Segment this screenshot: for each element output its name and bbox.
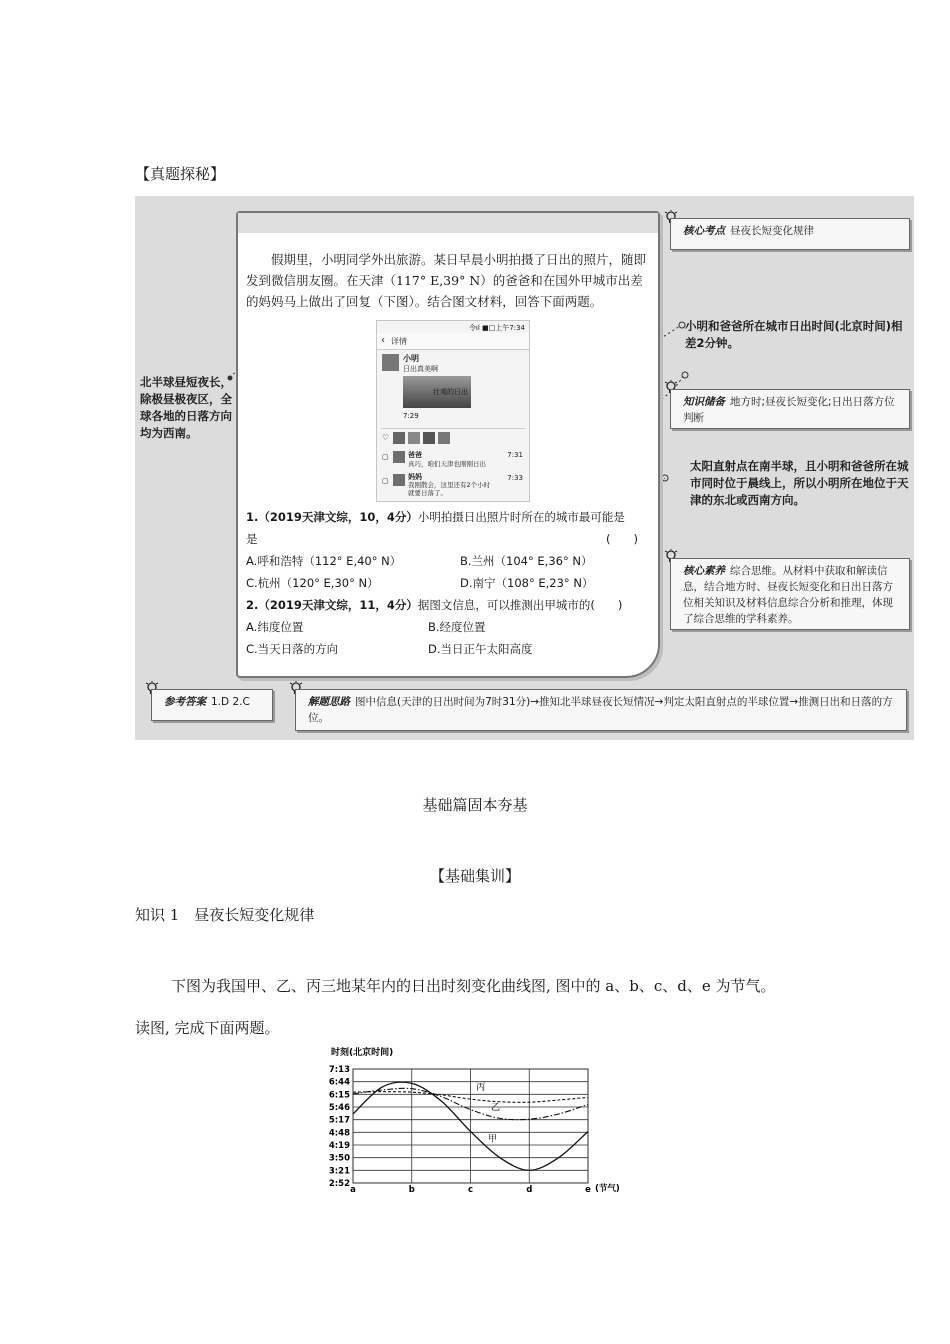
chart-y-tick-label: 3:21 [328,1166,350,1177]
question-paragraph: 下图为我国甲、乙、丙三地某年内的日出时刻变化曲线图, 图中的 a、b、c、d、e 为节气。 [171,977,776,995]
chart-series-label: 丙 [476,1083,486,1094]
note-core-topic [670,218,910,250]
chart-x-tick-label: c [467,1185,474,1195]
post-user-name: 小明 [403,354,419,363]
question-intro: 假期里，小明同学外出旅游。某日早晨小明拍摄了日出的照片，随即发到微信朋友圈。在天津（117° E,39° N）的爸爸和在国外甲城市出差的妈妈马上做出了回复（下图）。结合图文材料，回答下面两题。 [246,252,647,309]
chart-x-tick-label: e [585,1185,591,1195]
dad-comment: 真巧，咱们天津也刚刚日出 [408,460,486,468]
question-1-source: 1.（2019天津文综，10，4分） [246,510,418,524]
chart-y-tick-label: 4:19 [328,1141,350,1151]
q1-option-b: B.兰州（104° E,36° N） [460,554,593,568]
chart-x-tick-label: b [408,1185,415,1195]
chart-y-tick-label: 6:15 [328,1090,350,1101]
q2-option-c: C.当天日落的方向 [246,642,339,656]
chart-y-tick-label: 2:52 [328,1179,350,1189]
question-2 [246,597,622,613]
divider [381,428,525,429]
question-1-answer-paren: ( ) [606,532,638,546]
like-avatar [393,432,405,444]
question-1 [246,509,625,525]
heart-icon: ♡ [382,433,390,442]
back-chevron-icon: ‹ [381,335,385,346]
like-avatar [408,432,420,444]
post-text: 日出真美啊 [403,365,438,373]
comment-icon: ▢ [382,453,389,461]
like-avatar [423,432,435,444]
dad-avatar [393,451,405,463]
dad-time: 7:31 [507,451,523,459]
chart-y-tick-label: 6:44 [328,1077,350,1088]
sunrise-time-chart [325,1043,630,1195]
phone-nav-bar [377,333,529,350]
chart-x-tick-label: a [350,1185,356,1195]
exam-figure-panel [135,196,914,740]
chart-y-tick-label: 5:46 [328,1103,350,1113]
phone-nav-title: 详情 [391,337,407,346]
note-core-literacy [670,558,910,630]
note-sol-label: 解题思路 [308,696,350,708]
phone-status-bar: 令ıl ■□上午7:34 [468,324,525,332]
chart-grid [353,1069,588,1183]
handwritten-note-sunset: 北半球昼短夜长，除极昼极夜区，全球各地的日落方向均为西南。 [140,375,232,440]
post-time: 7:29 [403,412,419,420]
note-ans-text: 1.D 2.C [211,696,250,708]
paper-header-band [238,213,658,233]
question-2-source: 2.（2019天津文综，11，4分） [246,598,418,612]
part-title: 基础篇固本夯基 [422,796,528,814]
chart-y-ticks [329,1065,350,1189]
wechat-screenshot [376,320,530,502]
note-know-text: 地方时;昼夜长短变化;日出日落方位判断 [683,396,895,424]
comment-icon: ▢ [382,477,389,485]
chart-x-tick-label: d [526,1185,533,1195]
question-1-tail: 是 [246,532,258,546]
note-core-label: 核心考点 [683,225,725,237]
like-avatar [438,432,450,444]
q1-option-d: D.南宁（108° E,23° N） [460,576,594,590]
note-lit-label: 核心素养 [683,565,725,577]
note-know-label: 知识储备 [683,396,725,408]
mom-time: 7:33 [507,474,523,482]
photo-caption: 壮观的日出 [433,388,468,396]
handwritten-note-subsolar: 太阳直射点在南半球，且小明和爸爸所在城市同时位于晨线上，所以小明所在地位于天津的东北或西南方向。 [690,459,909,507]
note-lit-text: 综合思维。从材料中获取和解读信息，结合地方时、昼夜长短变化和日出日落方位相关知识及材料信息综合分析和推理，体现了综合思维的学科素养。 [683,565,893,625]
handwritten-note-time-diff: 小明和爸爸所在城市日出时间(北京时间)相差2分钟。 [685,319,903,350]
dad-name: 爸爸 [408,451,422,459]
q2-option-b: B.经度位置 [428,620,486,634]
chart-y-axis-label: 时刻(北京时间) [331,1048,394,1058]
q2-option-d: D.当日正午太阳高度 [428,642,533,656]
mom-name: 妈妈 [408,473,422,481]
chart-y-tick-label: 3:50 [328,1153,350,1164]
q1-option-a: A.呼和浩特（112° E,40° N） [246,554,402,568]
question-instruction: 读图, 完成下面两题。 [135,1019,280,1037]
note-answer [151,689,273,721]
note-ans-label: 参考答案 [164,696,206,708]
chart-y-tick-label: 7:13 [328,1065,350,1075]
chart-series-label: 甲 [488,1134,498,1145]
section-heading-jichu: 【基础集训】 [429,867,520,885]
mom-avatar [393,474,405,486]
mom-comment: 我刚散会，这里还有2个小时就要日落了。 [408,481,491,497]
note-sol-text: 图中信息(天津的日出时间为7时31分)→推知北半球昼夜长短情况→判定太阳直射点的半球位置→推测日出和日落的方位。 [308,696,893,724]
note-knowledge [670,389,910,429]
q2-option-a: A.纬度位置 [246,620,304,634]
avatar [382,354,399,371]
section-heading-zhenti: 【真题探秘】 [135,165,226,183]
q1-option-c: C.杭州（120° E,30° N） [246,576,379,590]
chart-y-tick-label: 5:17 [328,1115,350,1126]
chart-x-axis-label: (节气) [595,1184,620,1194]
chart-y-tick-label: 4:48 [328,1128,350,1139]
knowledge-title: 知识 1 昼夜长短变化规律 [135,906,315,924]
note-core-text: 昼夜长短变化规律 [730,225,814,237]
question-paper [236,211,660,678]
question-2-text: 据图文信息，可以推测出甲城市的( ) [417,598,623,612]
chart-series-label: 乙 [490,1103,500,1114]
question-1-text: 小明拍摄日出照片时所在的城市最可能是 [417,510,625,524]
chart-x-ticks [350,1185,591,1195]
note-solution [295,689,907,731]
